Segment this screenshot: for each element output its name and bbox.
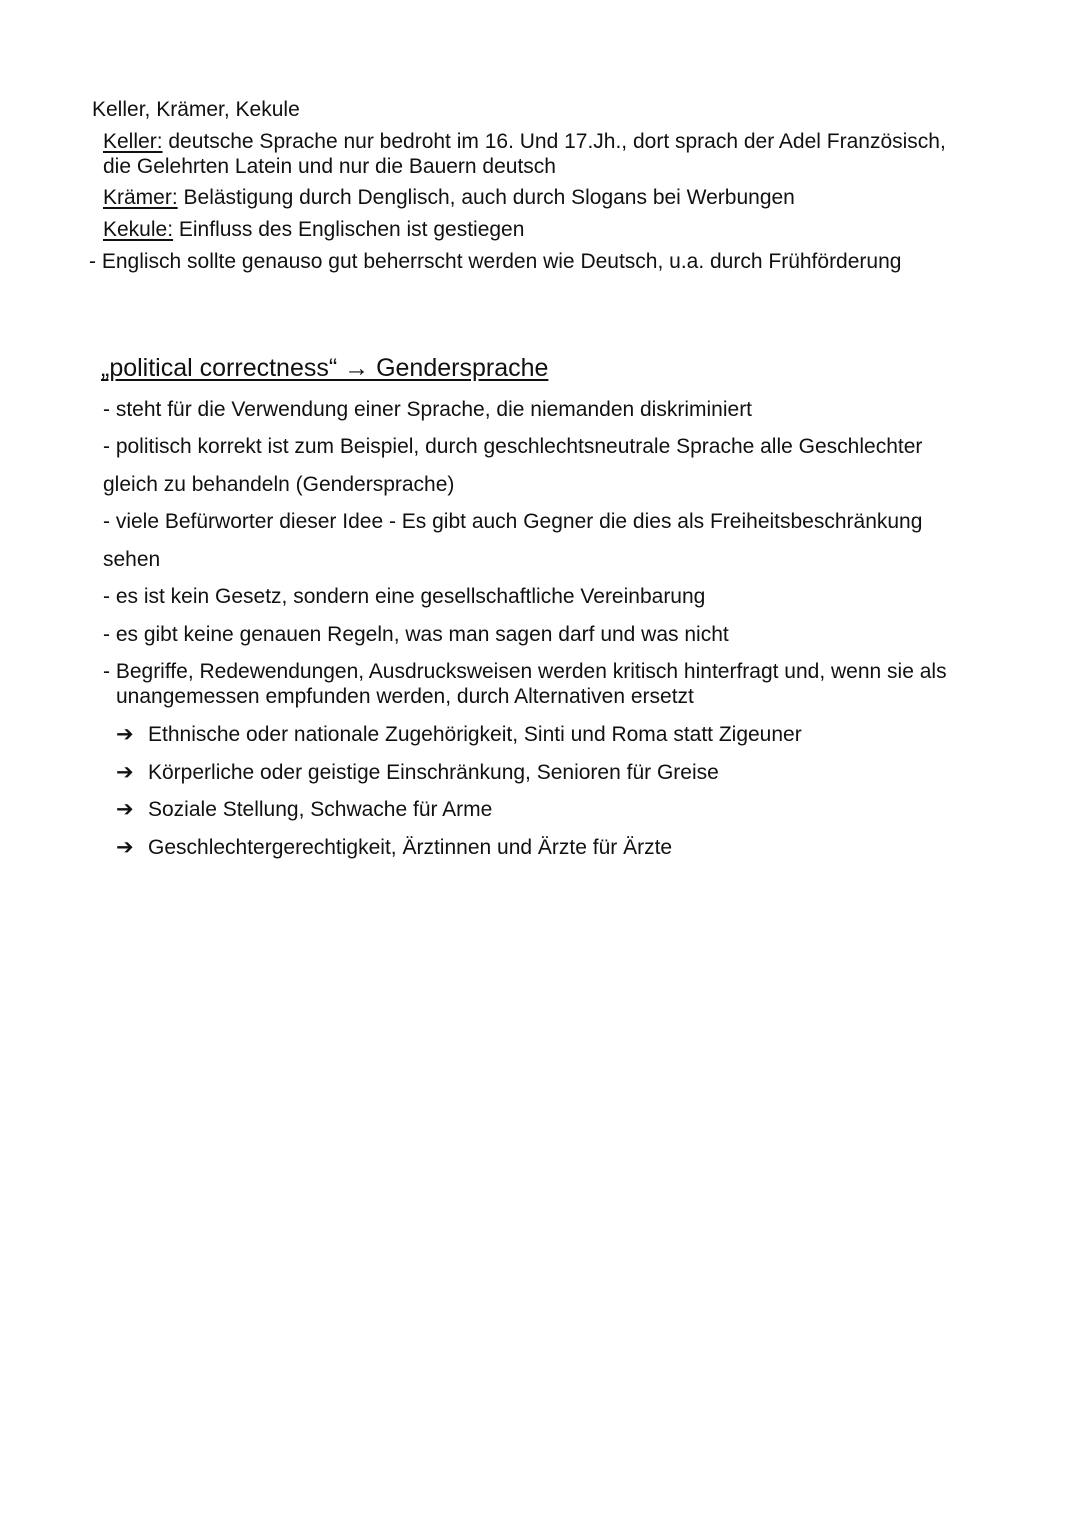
arrow-item-text: Geschlechtergerechtigkeit, Ärztinnen und Ärzte für Ärzte xyxy=(148,836,673,859)
arrow-item-0 xyxy=(116,722,802,748)
kraemer-line xyxy=(103,185,795,211)
kekule-text: Einfluss des Englischen ist gestiegen xyxy=(173,218,525,241)
section-title: Keller, Krämer, Kekule xyxy=(92,98,300,121)
englisch-bullet: - Englisch sollte genauso gut beherrscht werden wie Deutsch, u.a. durch Frühförderung xyxy=(89,250,902,273)
bullet-line-7: - Begriffe, Redewendungen, Ausdrucksweisen werden kritisch hinterfragt und, wenn sie als xyxy=(103,660,947,683)
bullet-line-3: - viele Befürworter dieser Idee - Es gibt auch Gegner die dies als Freiheitsbeschränkung xyxy=(103,510,923,533)
keller-line-1 xyxy=(103,129,946,155)
arrow-item-text: Ethnische oder nationale Zugehörigkeit, Sinti und Roma statt Zigeuner xyxy=(148,723,802,746)
arrow-item-text: Soziale Stellung, Schwache für Arme xyxy=(148,798,493,821)
bullet-line-1: - politisch korrekt ist zum Beispiel, durch geschlechtsneutrale Sprache alle Geschlechter xyxy=(103,435,923,458)
bullet-line-4: sehen xyxy=(103,548,161,571)
arrow-item-text: Körperliche oder geistige Einschränkung, Senioren für Greise xyxy=(148,761,719,784)
bullet-line-5: - es ist kein Gesetz, sondern eine gesellschaftliche Vereinbarung xyxy=(103,585,706,608)
arrow-item-2 xyxy=(116,797,492,823)
keller-line-2: die Gelehrten Latein und nur die Bauern deutsch xyxy=(103,155,556,178)
arrow-item-1 xyxy=(116,760,719,786)
kekule-label: Kekule: xyxy=(103,218,174,241)
keller-label: Keller: xyxy=(103,130,163,153)
kraemer-label: Krämer: xyxy=(103,186,178,209)
bullet-line-8: unangemessen empfunden werden, durch Alternativen ersetzt xyxy=(116,685,694,708)
kekule-line xyxy=(103,217,524,243)
kraemer-text: Belästigung durch Denglisch, auch durch Slogans bei Werbungen xyxy=(177,186,795,209)
keller-text: deutsche Sprache nur bedroht im 16. Und 17.Jh., dort sprach der Adel Französisch, xyxy=(162,130,946,153)
bullet-line-6: - es gibt keine genauen Regeln, was man sagen darf und was nicht xyxy=(103,623,729,646)
arrow-icon: ➔ xyxy=(116,836,134,859)
arrow-item-3 xyxy=(116,835,672,861)
arrow-icon: ➔ xyxy=(116,761,134,784)
arrow-icon: ➔ xyxy=(116,723,134,746)
section-heading: „political correctness“ → Gendersprache xyxy=(101,354,549,382)
arrow-icon: ➔ xyxy=(116,798,134,821)
bullet-line-0: - steht für die Verwendung einer Sprache, die niemanden diskriminiert xyxy=(103,398,753,421)
bullet-line-2: gleich zu behandeln (Gendersprache) xyxy=(103,473,455,496)
